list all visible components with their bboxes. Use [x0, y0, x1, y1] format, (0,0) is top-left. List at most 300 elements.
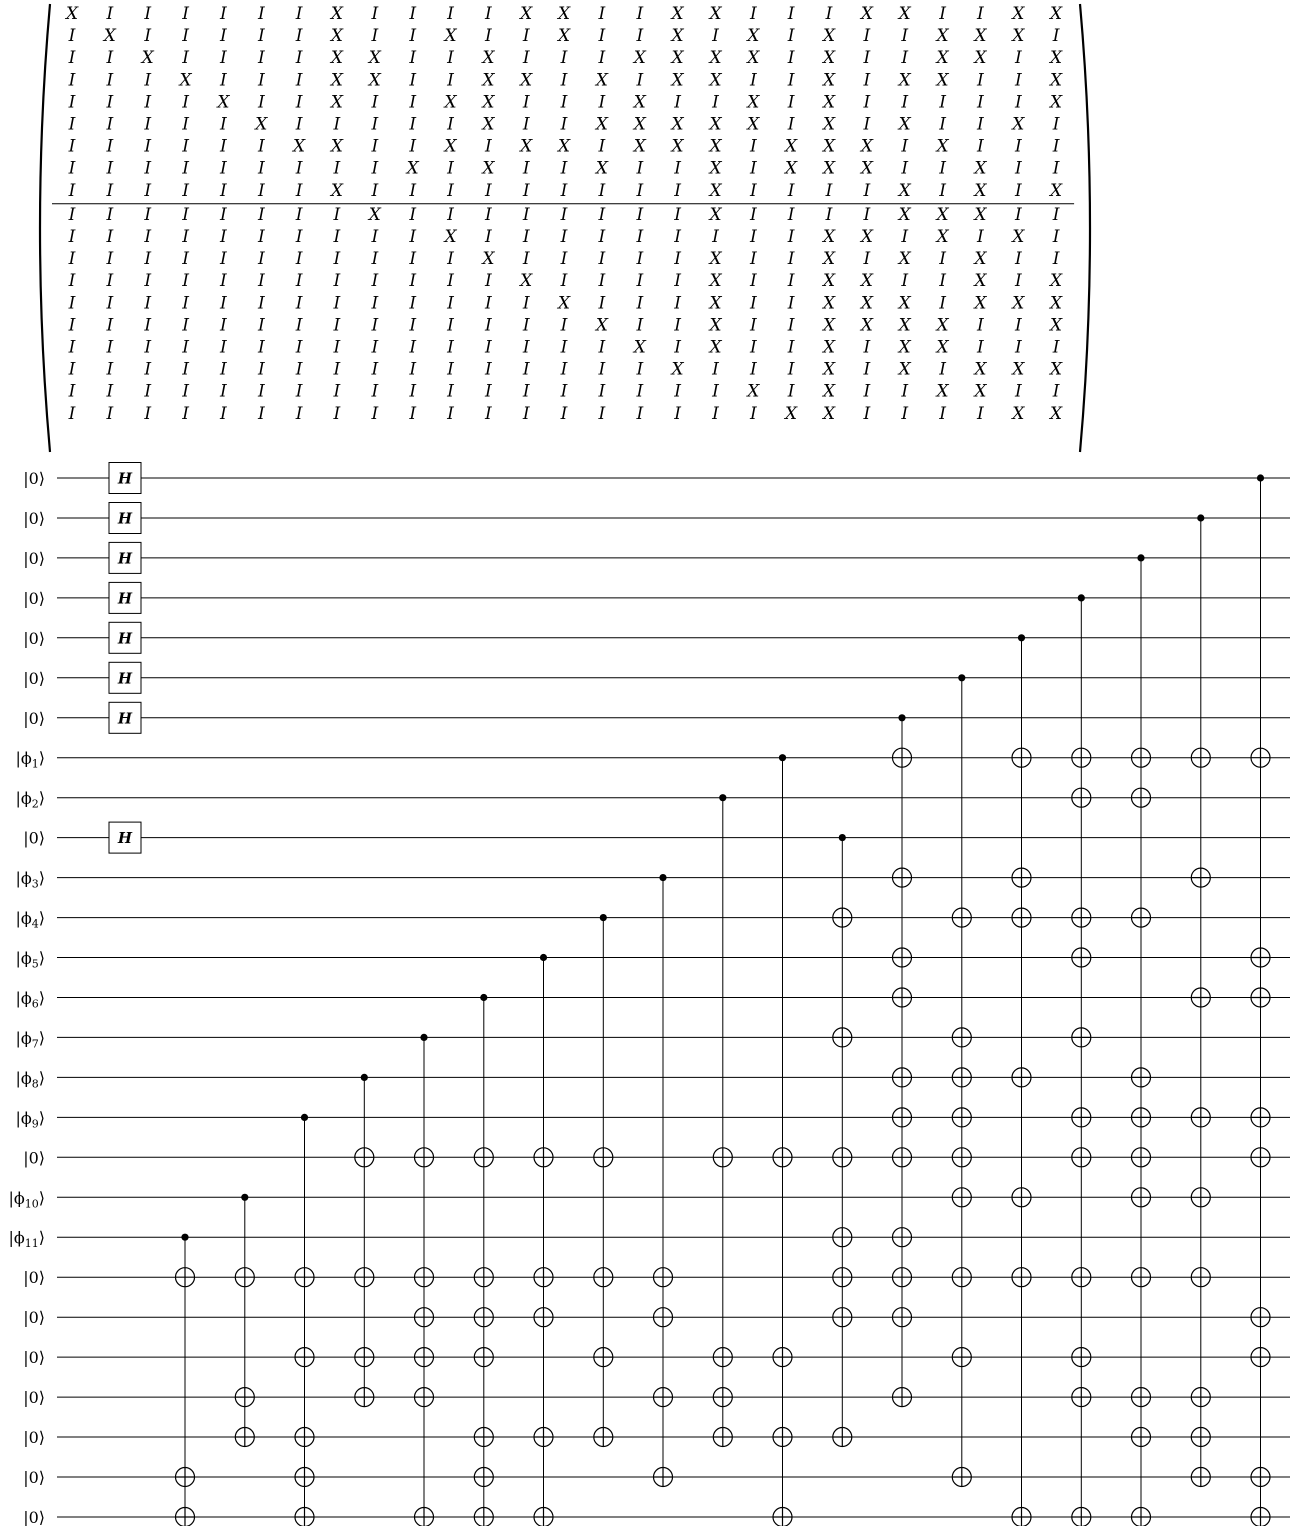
matrix-cell: I	[295, 293, 303, 314]
matrix-cell: I	[522, 249, 530, 270]
matrix-cell: X	[633, 337, 646, 358]
matrix-cell: I	[144, 158, 152, 179]
wire-label: |0⟩	[23, 1348, 45, 1368]
matrix-cell: I	[1052, 26, 1060, 47]
matrix-cell: X	[671, 136, 684, 157]
matrix-cell: X	[1012, 293, 1025, 314]
matrix-cell: X	[709, 249, 722, 270]
matrix-cell: I	[1052, 227, 1060, 247]
matrix-cell: I	[295, 4, 303, 24]
matrix-cell: I	[220, 114, 227, 135]
matrix-cell: I	[333, 403, 341, 424]
matrix-cell: I	[1014, 136, 1022, 157]
matrix-cell: I	[560, 337, 568, 358]
matrix-cell: X	[255, 114, 268, 135]
matrix-cell: I	[447, 271, 454, 292]
matrix-cell: I	[371, 227, 379, 247]
matrix-cell: X	[860, 136, 873, 157]
matrix-cell: I	[977, 136, 984, 157]
cnot-control-dot	[958, 674, 965, 681]
matrix-cell: I	[144, 337, 152, 358]
matrix-cell: I	[1014, 92, 1022, 113]
matrix-cell: I	[977, 315, 984, 336]
matrix-cell: I	[1014, 249, 1022, 270]
matrix-cell: I	[1014, 315, 1022, 336]
matrix-cell: X	[633, 48, 646, 69]
matrix-cell: I	[371, 403, 379, 424]
matrix-cell: I	[977, 227, 984, 247]
matrix-cell: I	[636, 204, 644, 225]
cnot-control-dot	[600, 914, 607, 921]
hadamard-gate-label: H	[117, 829, 133, 848]
matrix-cell: I	[106, 136, 114, 157]
wire-label: $|\phi_4⟩$	[15, 908, 45, 931]
matrix-cell: I	[182, 227, 189, 247]
matrix-cell: X	[368, 70, 381, 91]
matrix-cell: X	[1050, 4, 1063, 24]
matrix-cell: I	[485, 337, 492, 358]
matrix-cell: I	[787, 204, 795, 225]
matrix-cell: X	[822, 227, 836, 247]
matrix-cell: I	[674, 180, 681, 201]
matrix-cell: I	[560, 114, 568, 135]
cnot-control-dot	[1257, 474, 1264, 481]
matrix-cell: I	[144, 359, 152, 380]
matrix-cell: I	[106, 271, 114, 292]
matrix-cell: I	[409, 381, 417, 402]
matrix-cell: I	[371, 271, 379, 292]
matrix-cell: I	[636, 249, 644, 270]
matrix-cell: I	[295, 249, 303, 270]
matrix-cell: I	[485, 4, 492, 24]
matrix-cell: I	[522, 204, 530, 225]
left-parenthesis	[40, 4, 50, 452]
matrix-cell: I	[409, 403, 417, 424]
matrix-cell: I	[409, 114, 417, 135]
matrix-cell: I	[636, 359, 644, 380]
matrix-cell: I	[939, 293, 946, 314]
matrix-cell: I	[522, 293, 530, 314]
matrix-cell: I	[977, 92, 984, 113]
matrix-cell: I	[787, 271, 795, 292]
matrix-cell: I	[68, 227, 76, 247]
matrix-cell: I	[144, 293, 152, 314]
matrix-cell: X	[293, 136, 306, 157]
matrix-cell: X	[898, 114, 911, 135]
matrix-cell: X	[936, 48, 949, 69]
matrix-cell: I	[182, 114, 189, 135]
matrix-cell: X	[482, 92, 495, 113]
matrix-cell: I	[522, 48, 530, 69]
matrix-cell: I	[220, 381, 227, 402]
matrix-cell: I	[295, 337, 303, 358]
matrix-cell: X	[330, 70, 343, 91]
hadamard-gate-label: H	[117, 709, 133, 728]
matrix-cell: I	[560, 48, 568, 69]
matrix-cell: I	[447, 158, 454, 179]
matrix-cell: X	[974, 381, 987, 402]
matrix-cell: I	[409, 359, 417, 380]
matrix-cell: X	[974, 204, 987, 225]
wire-label: |0⟩	[23, 1148, 45, 1168]
matrix-cell: X	[747, 114, 760, 135]
matrix-cell: X	[633, 136, 646, 157]
matrix-cell: X	[557, 136, 571, 157]
matrix-cell: I	[560, 70, 568, 91]
hadamard-gate-label: H	[117, 629, 133, 648]
matrix-cell: I	[863, 403, 871, 424]
matrix-cell: I	[749, 249, 757, 270]
cnot-control-dot	[480, 994, 487, 1001]
matrix-cell: I	[106, 204, 114, 225]
matrix-cell: I	[598, 381, 606, 402]
matrix-cell: I	[333, 271, 341, 292]
matrix-cell: X	[520, 70, 533, 91]
matrix-cell: I	[485, 293, 492, 314]
matrix-cell: I	[1014, 204, 1022, 225]
matrix-cell: I	[1052, 158, 1060, 179]
matrix-cell: X	[936, 204, 949, 225]
matrix-cell: I	[939, 92, 946, 113]
matrix-cell: I	[863, 48, 871, 69]
matrix-cell: I	[712, 359, 719, 380]
matrix-cell: X	[822, 337, 836, 358]
matrix-cell: I	[560, 227, 568, 247]
matrix-cell: X	[179, 70, 192, 91]
cnot-control-dot	[1137, 554, 1144, 561]
matrix-cell: X	[709, 114, 722, 135]
matrix-cell: I	[485, 359, 492, 380]
matrix-cell: I	[144, 4, 152, 24]
cnot-control-dot	[420, 1034, 427, 1041]
matrix-cell: I	[749, 359, 757, 380]
matrix-cell: I	[220, 227, 227, 247]
matrix-cell: X	[595, 114, 608, 135]
matrix-cell: X	[936, 315, 949, 336]
matrix-cell: I	[1014, 271, 1022, 292]
matrix-cell: X	[709, 204, 722, 225]
wire-label: |0⟩	[23, 1508, 45, 1526]
matrix-cell: I	[220, 337, 227, 358]
matrix-cell: I	[295, 403, 303, 424]
matrix-cell: X	[822, 70, 836, 91]
matrix-cell: I	[144, 271, 152, 292]
matrix-cell: X	[141, 48, 154, 69]
matrix-cell: I	[257, 4, 265, 24]
matrix-cell: X	[368, 48, 381, 69]
matrix-cell: I	[787, 180, 795, 201]
matrix-cell: X	[671, 4, 684, 24]
matrix-cell: I	[598, 227, 606, 247]
matrix-cell: I	[522, 180, 530, 201]
matrix-cell: X	[330, 92, 343, 113]
matrix-cell: I	[144, 180, 152, 201]
wire-label: $|\phi_1⟩$	[15, 748, 45, 771]
matrix-cell: I	[749, 70, 757, 91]
matrix-cell: I	[636, 158, 644, 179]
matrix-cell: I	[560, 315, 568, 336]
matrix-cell: X	[671, 70, 684, 91]
matrix-cell: I	[749, 180, 757, 201]
wire-label: $|\phi_{11}⟩$	[8, 1228, 45, 1251]
matrix-cell: I	[295, 92, 303, 113]
matrix-cell: I	[68, 114, 76, 135]
matrix-cell: I	[636, 403, 644, 424]
matrix-cell: X	[709, 271, 722, 292]
matrix-cell: X	[1012, 227, 1025, 247]
matrix-cell: I	[371, 92, 379, 113]
matrix-cell: I	[371, 249, 379, 270]
matrix-cell: I	[598, 204, 606, 225]
matrix-cell: I	[447, 315, 454, 336]
matrix-cell: I	[598, 48, 606, 69]
matrix-cell: I	[409, 136, 417, 157]
matrix-cell: I	[522, 26, 530, 47]
matrix-cell: I	[106, 359, 114, 380]
matrix-cell: I	[447, 293, 454, 314]
matrix-cell: I	[409, 293, 417, 314]
matrix-cell: X	[860, 315, 873, 336]
matrix-cell: X	[785, 158, 798, 179]
matrix-cell: I	[674, 271, 681, 292]
matrix-cell: X	[65, 4, 79, 24]
matrix-cell: I	[144, 227, 152, 247]
matrix-cell: I	[333, 204, 341, 225]
matrix-cell: I	[371, 381, 379, 402]
matrix-cell: I	[220, 70, 227, 91]
matrix-cell: I	[68, 180, 76, 201]
matrix-cell: I	[371, 180, 379, 201]
matrix-cell: I	[901, 271, 909, 292]
matrix-cell: I	[485, 315, 492, 336]
matrix-cell: I	[371, 136, 379, 157]
matrix-cell: I	[901, 158, 909, 179]
matrix-cell: X	[1050, 70, 1063, 91]
matrix-cell: I	[787, 249, 795, 270]
matrix-cell: I	[182, 359, 189, 380]
matrix-cell: X	[671, 114, 684, 135]
matrix-cell: I	[598, 180, 606, 201]
matrix-cell: I	[749, 315, 757, 336]
matrix-cell: I	[787, 227, 795, 247]
matrix-cell: I	[825, 4, 833, 24]
matrix-cell: I	[295, 204, 303, 225]
matrix-cell: I	[106, 70, 114, 91]
matrix-cell: I	[1014, 180, 1022, 201]
matrix-cell: I	[409, 271, 417, 292]
matrix-cell: I	[749, 293, 757, 314]
matrix-cell: X	[860, 227, 873, 247]
matrix-cell: I	[712, 403, 719, 424]
matrix-cell: I	[257, 26, 265, 47]
matrix-cell: I	[1014, 48, 1022, 69]
matrix-cell: I	[257, 381, 265, 402]
matrix-cell: I	[144, 381, 152, 402]
wire-label: $|\phi_8⟩$	[15, 1068, 45, 1091]
matrix-cell: X	[595, 315, 608, 336]
matrix-cell: X	[482, 249, 495, 270]
matrix-cell: I	[295, 227, 303, 247]
matrix-cell: I	[598, 92, 606, 113]
matrix-cell: X	[1050, 48, 1063, 69]
matrix-cell: I	[371, 26, 379, 47]
matrix-cell: X	[709, 337, 722, 358]
matrix-cell: I	[787, 48, 795, 69]
matrix-cell: I	[939, 158, 946, 179]
matrix-cell: I	[674, 381, 681, 402]
matrix-cell: I	[522, 359, 530, 380]
matrix-cell: I	[182, 26, 189, 47]
matrix-cell: I	[560, 403, 568, 424]
matrix-cell: X	[1050, 359, 1063, 380]
matrix-cell: I	[68, 70, 76, 91]
matrix-cell: I	[674, 293, 681, 314]
matrix-cell: X	[785, 136, 798, 157]
matrix-cell: I	[257, 92, 265, 113]
matrix-cell: X	[1050, 180, 1063, 201]
matrix-cell: X	[709, 180, 722, 201]
matrix-cell: X	[330, 4, 343, 24]
matrix-cell: X	[482, 48, 495, 69]
cnot-control-dot	[1197, 514, 1204, 521]
matrix-cell: I	[447, 180, 454, 201]
matrix-cell: I	[749, 403, 757, 424]
matrix-cell: X	[974, 48, 987, 69]
matrix-cell: X	[595, 158, 608, 179]
matrix-cell: I	[257, 70, 265, 91]
matrix-cell: I	[220, 359, 227, 380]
matrix-cell: I	[863, 114, 871, 135]
matrix-cell: I	[144, 70, 152, 91]
matrix-cell: I	[106, 92, 114, 113]
matrix-cell: I	[295, 271, 303, 292]
matrix-cell: X	[822, 26, 836, 47]
matrix-cell: I	[295, 315, 303, 336]
cnot-control-dot	[181, 1234, 188, 1241]
matrix-cell: I	[636, 293, 644, 314]
matrix-cell: I	[220, 204, 227, 225]
matrix-cell: I	[977, 70, 984, 91]
matrix-cell: X	[103, 26, 116, 47]
matrix-cell: I	[68, 359, 76, 380]
matrix-cell: I	[106, 315, 114, 336]
matrix-cell: I	[106, 227, 114, 247]
wire-label: |0⟩	[23, 1388, 45, 1408]
matrix-cell: I	[787, 114, 795, 135]
matrix-cell: I	[144, 315, 152, 336]
matrix-cell: I	[68, 158, 76, 179]
matrix-cell: I	[522, 337, 530, 358]
matrix-cell: I	[409, 227, 417, 247]
matrix-cell: I	[409, 204, 417, 225]
matrix-cell: I	[560, 381, 568, 402]
matrix-cell: I	[522, 92, 530, 113]
matrix-cell: I	[295, 70, 303, 91]
matrix-cell: I	[220, 4, 227, 24]
cnot-control-dot	[241, 1194, 248, 1201]
matrix-cell: X	[822, 271, 836, 292]
matrix-cell: I	[749, 271, 757, 292]
matrix-cell: X	[330, 48, 343, 69]
matrix-cell: I	[485, 227, 492, 247]
matrix-cell: X	[1012, 4, 1025, 24]
matrix-cell: I	[68, 249, 76, 270]
matrix-cell: I	[182, 381, 189, 402]
wire-label: |0⟩	[23, 1468, 45, 1487]
wire-label: |0⟩	[23, 588, 45, 608]
wire-label: |0⟩	[23, 1308, 45, 1328]
matrix-cell: X	[1012, 114, 1025, 135]
matrix-cell: I	[68, 48, 76, 69]
matrix-cell: I	[636, 70, 644, 91]
matrix-cell: I	[106, 180, 114, 201]
matrix-cell: X	[444, 136, 457, 157]
cnot-control-dot	[361, 1074, 368, 1081]
matrix-cell: X	[860, 293, 873, 314]
matrix-cell: X	[633, 114, 646, 135]
quantum-circuit	[8, 463, 1290, 1526]
hadamard-gate-label: H	[117, 669, 133, 688]
matrix-cell: X	[822, 293, 836, 314]
matrix-cell: I	[1052, 204, 1060, 225]
matrix-cell: X	[974, 158, 987, 179]
matrix-cell: I	[712, 381, 719, 402]
matrix-cell: I	[220, 293, 227, 314]
matrix-cell: X	[482, 114, 495, 135]
matrix-cell: I	[182, 315, 189, 336]
matrix-cell: I	[1052, 136, 1060, 157]
matrix-cell: I	[295, 359, 303, 380]
matrix-cell: I	[636, 271, 644, 292]
matrix-cell: X	[822, 158, 836, 179]
matrix-cell: I	[825, 180, 833, 201]
matrix-cell: I	[901, 92, 909, 113]
matrix-cell: X	[709, 136, 722, 157]
matrix-cell: I	[68, 403, 76, 424]
matrix-cell: I	[371, 114, 379, 135]
matrix-cell: I	[787, 381, 795, 402]
matrix-cell: I	[447, 114, 454, 135]
matrix-cell: X	[898, 4, 911, 24]
matrix-cell: I	[447, 381, 454, 402]
matrix-cell: I	[787, 359, 795, 380]
matrix-cell: X	[330, 136, 343, 157]
matrix-cell: I	[977, 4, 984, 24]
matrix-cell: I	[257, 403, 265, 424]
matrix-cell: I	[409, 249, 417, 270]
matrix-cell: X	[860, 4, 873, 24]
matrix-cell: I	[182, 403, 189, 424]
matrix-cell: I	[598, 337, 606, 358]
matrix-cell: I	[68, 337, 76, 358]
matrix-cell: I	[939, 114, 946, 135]
matrix-cell: I	[182, 48, 189, 69]
wire-label: $|\phi_3⟩$	[15, 868, 45, 891]
matrix-cell: I	[68, 136, 76, 157]
matrix-cell: X	[747, 26, 760, 47]
matrix-cell: X	[520, 136, 533, 157]
right-parenthesis	[1080, 4, 1090, 452]
matrix-cell: X	[898, 315, 911, 336]
matrix-cell: I	[712, 227, 719, 247]
matrix-cell: I	[636, 180, 644, 201]
matrix-cell: I	[598, 271, 606, 292]
matrix-cell: I	[409, 92, 417, 113]
matrix-cell: I	[333, 114, 341, 135]
matrix-cell: I	[598, 26, 606, 47]
matrix-cell: I	[674, 337, 681, 358]
matrix-cell: X	[1050, 271, 1063, 292]
